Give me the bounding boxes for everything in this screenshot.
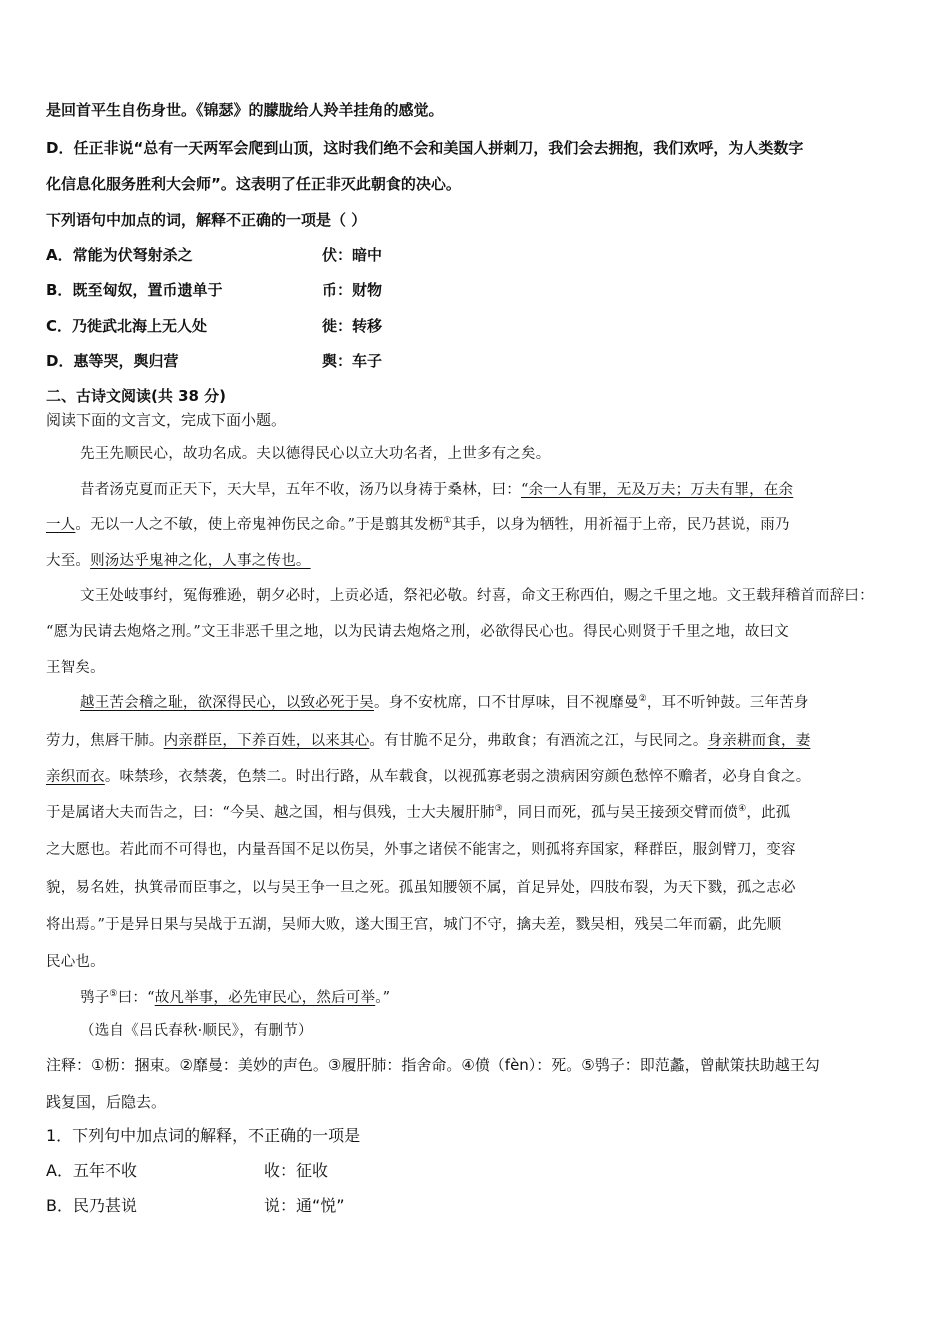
notes-text: 践复国，后隐去。	[46, 1093, 167, 1111]
underlined-text: 则汤达乎鬼神之化，人事之传也。	[90, 553, 311, 569]
passage-text: 劳力，焦唇干肺。	[46, 733, 164, 749]
option-label: D．	[46, 139, 74, 157]
word-option-c[interactable]	[46, 315, 446, 337]
underlined-text: “余一人有罪，无及万夫；万夫有罪，在余	[521, 482, 794, 498]
section-instruction	[46, 409, 286, 431]
passage-text: 将出焉。”于是异日果与吴战于五湖，吴师大败，遂大围王宫，城门不守，擒夫差，戮吴相，残吴二年而霸，此先顺	[46, 917, 782, 933]
option-sentence: 惠等哭，舆归营	[73, 352, 179, 370]
passage-source	[80, 1020, 313, 1042]
option-gloss: 徙：转移	[322, 317, 383, 335]
q1-option-b[interactable]	[46, 1195, 446, 1217]
passage-para-5	[80, 987, 390, 1009]
passage-para-2-line-2	[46, 514, 790, 536]
section-title: 二、古诗文阅读(共 38 分)	[46, 387, 227, 405]
underlined-text: 身亲耕而食，妻	[707, 733, 811, 749]
option-label: C．	[46, 317, 73, 335]
passage-text: 王智矣。	[46, 660, 105, 676]
passage-text: 民心也。	[46, 954, 105, 970]
option-label: A．	[46, 246, 73, 264]
passage-text: 于是属诸大夫而告之，曰：“今吴、越之国，相与俱残，士大夫履肝肺	[46, 805, 495, 821]
passage-text: 鸮子	[80, 990, 110, 1006]
option-label: D．	[46, 352, 74, 370]
option-gloss: 伏：暗中	[322, 246, 383, 264]
passage-para-3-line-2	[46, 621, 789, 643]
passage-para-3-line-3	[46, 657, 105, 679]
option-gloss: 币：财物	[322, 281, 383, 299]
passage-text: 曰：“	[117, 990, 155, 1006]
option-gloss: 收：征收	[264, 1161, 329, 1180]
instruction-text: 阅读下面的文言文，完成下面小题。	[46, 411, 287, 429]
option-sentence: 常能为伏弩射杀之	[72, 246, 193, 264]
passage-text: ，此孤	[746, 805, 791, 821]
option-sentence: 民乃甚说	[72, 1196, 137, 1215]
passage-para-1	[80, 443, 550, 465]
option-sentence: 乃徙武北海上无人处	[72, 317, 208, 335]
footnote-marker: ③	[494, 804, 503, 815]
passage-text: 。无以一人之不敏，使上帝鬼神伤民之命。”于是翦其发枥	[75, 517, 444, 533]
source-citation: （选自《吕氏春秋·顺民》，有删节）	[80, 1023, 313, 1039]
passage-text: 其手，以身为牺牲，用祈福于上帝，民乃甚说，雨乃	[451, 517, 790, 533]
passage-text: 。”	[375, 990, 391, 1006]
underlined-text: 亲织而衣	[46, 769, 105, 785]
underlined-text: 一人	[46, 517, 76, 533]
word-option-d[interactable]	[46, 350, 446, 372]
passage-para-2	[80, 479, 793, 501]
question-text: 1．下列句中加点词的解释，不正确的一项是	[46, 1126, 361, 1145]
passage-para-4	[80, 692, 809, 714]
passage-para-4-line-4	[46, 802, 791, 824]
option-gloss: 说：通“悦”	[264, 1196, 345, 1215]
passage-para-4-line-8	[46, 951, 105, 973]
passage-para-4-line-5	[46, 839, 796, 861]
word-option-b[interactable]	[46, 279, 446, 301]
passage-text: 先王先顺民心，故功名成。夫以德得民心以立大功名者，上世多有之矣。	[80, 446, 551, 462]
footnote-marker: ①	[443, 516, 452, 527]
passage-text: 。有甘脆不足分，弗敢食；有酒流之江，与民同之。	[369, 733, 708, 749]
passage-text: 大至。	[46, 553, 91, 569]
passage-para-4-line-2	[46, 730, 810, 752]
passage-text: “愿为民请去炮烙之刑。”文王非恶千里之地，以为民请去炮烙之刑，必欲得民心也。得民心则贤于千里之地，故曰文	[46, 624, 789, 640]
option-gloss: 舆：车子	[322, 352, 383, 370]
notes-text: 注释：①枥：捆束。②靡曼：美妙的声色。③履肝肺：指舍命。④偾（fèn）：死。⑤鸮子：即范蠡，曾献策扶助越王勾	[46, 1056, 820, 1074]
prev-option-c-tail	[46, 99, 444, 121]
passage-para-3	[80, 585, 874, 607]
section-heading	[46, 385, 226, 407]
underlined-text: 故凡举事，必先审民心，然后可举	[154, 990, 376, 1006]
option-sentence: 既至匈奴，置币遗单于	[72, 281, 223, 299]
option-text: 任正非说“总有一天两军会爬到山顶，这时我们绝不会和美国人拼刺刀，我们会去拥抱，我们欢呼，为人类数字	[73, 139, 804, 157]
option-label: B．	[46, 1196, 73, 1215]
passage-text: ，耳不听钟鼓。三年苦身	[646, 695, 809, 711]
passage-para-4-line-3	[46, 766, 810, 788]
option-sentence: 五年不收	[72, 1161, 137, 1180]
passage-text: 貌，易名姓，执箕帚而臣事之，以与吴王争一旦之死。孤虽知腰领不属，首足异处，四肢布裂，为天下戮，孤之志必	[46, 880, 796, 896]
passage-text: 文王处岐事纣，冤侮雅逊，朝夕必时，上贡必适，祭祀必敬。纣喜，命文王称西伯，赐之千里之地。文王载拜稽首而辞曰：	[80, 588, 874, 604]
underlined-text: 内亲群臣，下养百姓，以来其心	[163, 733, 370, 749]
passage-text: ，同日而死，孤与吴王接颈交臂而偾	[502, 805, 739, 821]
word-option-a[interactable]	[46, 244, 446, 266]
question-text: 下列语句中加点的词，解释不正确的一项是（ ）	[46, 211, 367, 229]
annotation-notes	[46, 1054, 820, 1076]
question-stem-words	[46, 209, 366, 231]
passage-para-4-line-6	[46, 877, 796, 899]
footnote-marker: ⑤	[109, 989, 118, 1000]
question-1-stem	[46, 1125, 360, 1147]
option-label: B．	[46, 281, 73, 299]
prev-option-d-cont	[46, 173, 461, 195]
text-line: 是回首平生自伤身世。《锦瑟》的朦胧给人羚羊挂角的感觉。	[46, 101, 444, 119]
passage-para-4-line-7	[46, 914, 781, 936]
prev-option-d	[46, 137, 803, 159]
passage-text: 之大愿也。若此而不可得也，内量吾国不足以伤吴，外事之诸侯不能害之，则孤将弃国家，释群臣，服剑臂刀，变容	[46, 842, 796, 858]
option-text: 化信息化服务胜利大会师”。这表明了任正非灭此朝食的决心。	[46, 175, 461, 193]
passage-text: 昔者汤克夏而正天下，天大旱，五年不收，汤乃以身祷于桑林，曰：	[80, 482, 521, 498]
footnote-marker: ④	[738, 804, 747, 815]
passage-text: 。身不安枕席，口不甘厚味，目不视靡曼	[374, 695, 639, 711]
option-label: A．	[46, 1161, 73, 1180]
footnote-marker: ②	[638, 694, 647, 705]
annotation-notes-line-2	[46, 1091, 166, 1113]
passage-para-2-line-3	[46, 550, 311, 572]
underlined-text: 越王苦会稽之耻，欲深得民心，以致必死于吴	[80, 695, 374, 711]
passage-text: 。味禁珍，衣禁袭，色禁二。时出行路，从车载食，以视孤寡老弱之溃病困穷颜色愁悴不赡者，必身自食之。	[104, 769, 811, 785]
q1-option-a[interactable]	[46, 1160, 446, 1182]
